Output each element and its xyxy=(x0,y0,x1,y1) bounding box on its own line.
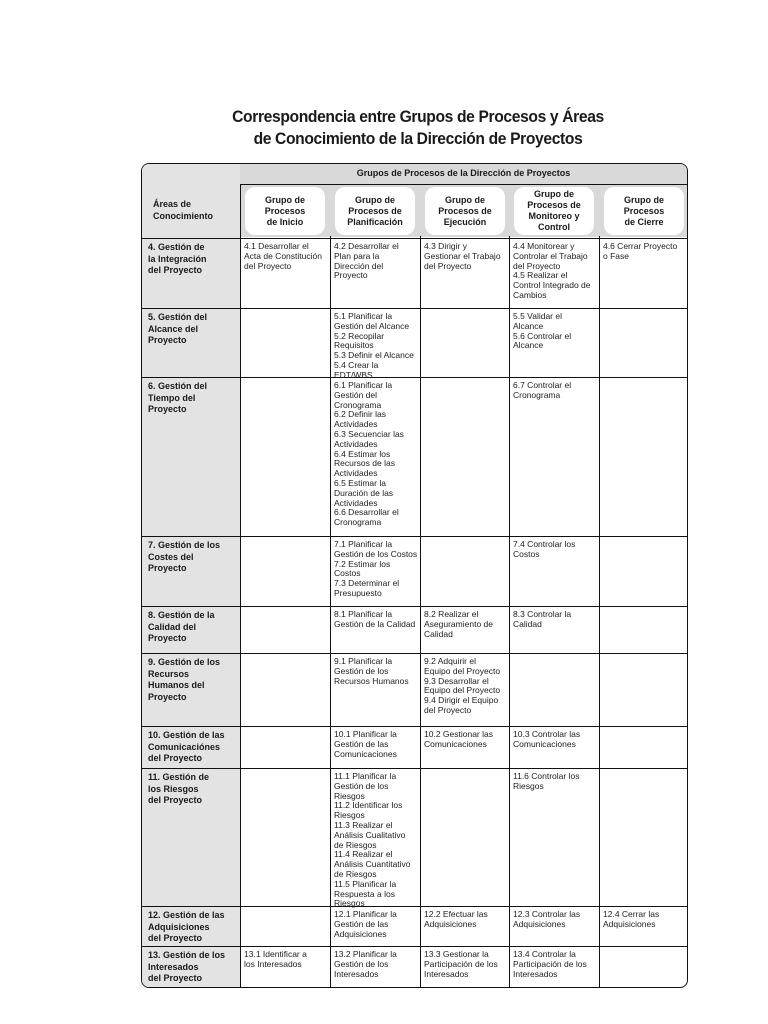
table-cell: 8.1 Planificar la Gestión de la Calidad xyxy=(334,609,416,629)
column-header-3 xyxy=(425,187,505,235)
row-divider xyxy=(142,238,687,239)
knowledge-area-label: 8. Gestión de la Calidad del Proyecto xyxy=(148,610,215,643)
table-cell: 10.1 Planificar la Gestión de las Comunicaciones xyxy=(334,729,397,759)
column-divider xyxy=(599,236,600,988)
table-cell: 4.3 Dirigir y Gestionar el Trabajo del Proyecto xyxy=(424,241,501,271)
knowledge-area-label: 6. Gestión del Tiempo del Proyecto xyxy=(148,381,208,414)
table-cell: 13.2 Planificar la Gestión de los Interesados xyxy=(334,949,397,979)
column-header-label: Grupo de Procesos de Monitoreo y Control xyxy=(527,189,581,232)
table-cell: 13.1 Identificar a los Interesados xyxy=(244,949,307,969)
column-header-label: Grupo de Procesos de Cierre xyxy=(623,194,665,227)
table-cell: 10.3 Controlar las Comunicaciones xyxy=(513,729,581,749)
title-line-2: de Conocimiento de la Dirección de Proyectos xyxy=(253,129,583,148)
column-header-label: Grupo de Procesos de Ejecución xyxy=(438,194,492,227)
table-cell: 7.1 Planificar la Gestión de los Costos 7.2 Estimar los Costos 7.3 Determinar el Presupuesto xyxy=(334,539,418,598)
knowledge-area-label: 7. Gestión de los Costes del Proyecto xyxy=(148,540,221,573)
knowledge-area-label: 5. Gestión del Alcance del Proyecto xyxy=(148,312,208,345)
row-divider xyxy=(142,606,687,607)
column-divider xyxy=(240,184,241,988)
knowledge-area-label: 9. Gestión de los Recursos Humanos del Proyecto xyxy=(148,657,221,702)
areas-column-shade xyxy=(142,164,240,987)
table-cell: 12.2 Efectuar las Adquisiciones xyxy=(424,909,488,929)
table-cell: 11.6 Controlar los Riesgos xyxy=(513,771,580,791)
column-header-label: Grupo de Procesos de Planificación xyxy=(347,194,403,227)
table-cell: 12.4 Cerrar las Adquisiciones xyxy=(603,909,660,929)
row-divider xyxy=(142,946,687,947)
row-divider xyxy=(142,726,687,727)
table-cell: 6.7 Controlar el Cronograma xyxy=(513,380,572,400)
table-cell: 9.2 Adquirir el Equipo del Proyecto 9.3 Desarrollar el Equipo del Proyecto 9.4 Dirigir el Equipo del Proyecto xyxy=(424,656,501,715)
knowledge-area-label: 13. Gestión de los Interesados del Proyecto xyxy=(148,950,226,983)
table-cell: 4.4 Monitorear y Controlar el Trabajo del Proyecto 4.5 Realizar el Control Integrado de Cambios xyxy=(513,241,591,300)
table-cell: 5.1 Planificar la Gestión del Alcance 5.2 Recopilar Requisitos 5.3 Definir el Alcance 5.4 Crear la EDT/WBS xyxy=(334,311,414,380)
knowledge-area-label: 12. Gestión de las Adquisiciones del Proyecto xyxy=(148,910,225,943)
column-divider xyxy=(509,236,510,988)
column-header-2 xyxy=(335,187,415,235)
row-divider xyxy=(142,768,687,769)
title-line-1: Correspondencia entre Grupos de Procesos y Áreas xyxy=(232,107,604,126)
column-divider xyxy=(330,236,331,988)
process-table xyxy=(141,163,688,988)
table-cell: 11.1 Planificar la Gestión de los Riesgos 11.2 Identificar los Riesgos 11.3 Realizar el Análisis Cualitativo de Riesgos 11.4 Realizar el Análisis Cuantitativo de Riesgos 11.5 Planificar la Respuesta a los Riesgos xyxy=(334,771,411,909)
row-divider xyxy=(142,653,687,654)
row-divider xyxy=(142,536,687,537)
group-band-title: Grupos de Procesos de la Dirección de Proyectos xyxy=(356,168,571,178)
row-divider xyxy=(142,308,687,309)
table-cell: 9.1 Planificar la Gestión de los Recursos Humanos xyxy=(334,656,409,686)
table-cell: 4.6 Cerrar Proyecto o Fase xyxy=(603,241,678,261)
table-cell: 4.2 Desarrollar el Plan para la Dirección del Proyecto xyxy=(334,241,399,281)
table-cell: 4.1 Desarrollar el Acta de Constitución del Proyecto xyxy=(244,241,322,271)
knowledge-area-label: 10. Gestión de las Comunicaciónes del Proyecto xyxy=(148,730,225,763)
column-header-5 xyxy=(604,187,684,235)
areas-header: Áreas de Conocimiento xyxy=(153,199,213,221)
table-cell: 12.3 Controlar las Adquisiciones xyxy=(513,909,581,929)
table-cell: 7.4 Controlar los Costos xyxy=(513,539,576,559)
column-divider xyxy=(420,236,421,988)
table-cell: 12.1 Planificar la Gestión de las Adquisiciones xyxy=(334,909,397,939)
table-cell: 8.3 Controlar la Calidad xyxy=(513,609,572,629)
column-header-label: Grupo de Procesos de Inicio xyxy=(264,194,306,227)
table-cell: 5.5 Validar el Alcance 5.6 Controlar el Alcance xyxy=(513,311,572,351)
table-cell: 6.1 Planificar la Gestión del Cronograma 6.2 Definir las Actividades 6.3 Secuenciar las Actividades 6.4 Estimar los Recursos de las Actividades 6.5 Estimar la Duración de las Actividades 6.6 Desarrollar el Cronograma xyxy=(334,380,404,528)
table-cell: 10.2 Gestionar las Comunicaciones xyxy=(424,729,493,749)
table-cell: 13.3 Gestionar la Participación de los Interesados xyxy=(424,949,498,979)
knowledge-area-label: 11. Gestión de los Riesgos del Proyecto xyxy=(148,772,210,805)
table-cell: 13.4 Controlar la Participación de los Interesados xyxy=(513,949,587,979)
column-header-4 xyxy=(514,187,594,235)
document-title xyxy=(33,106,768,150)
knowledge-area-label: 4. Gestión de la Integración del Proyecto xyxy=(148,242,207,275)
table-cell: 8.2 Realizar el Aseguramiento de Calidad xyxy=(424,609,493,639)
column-header-1 xyxy=(245,187,325,235)
